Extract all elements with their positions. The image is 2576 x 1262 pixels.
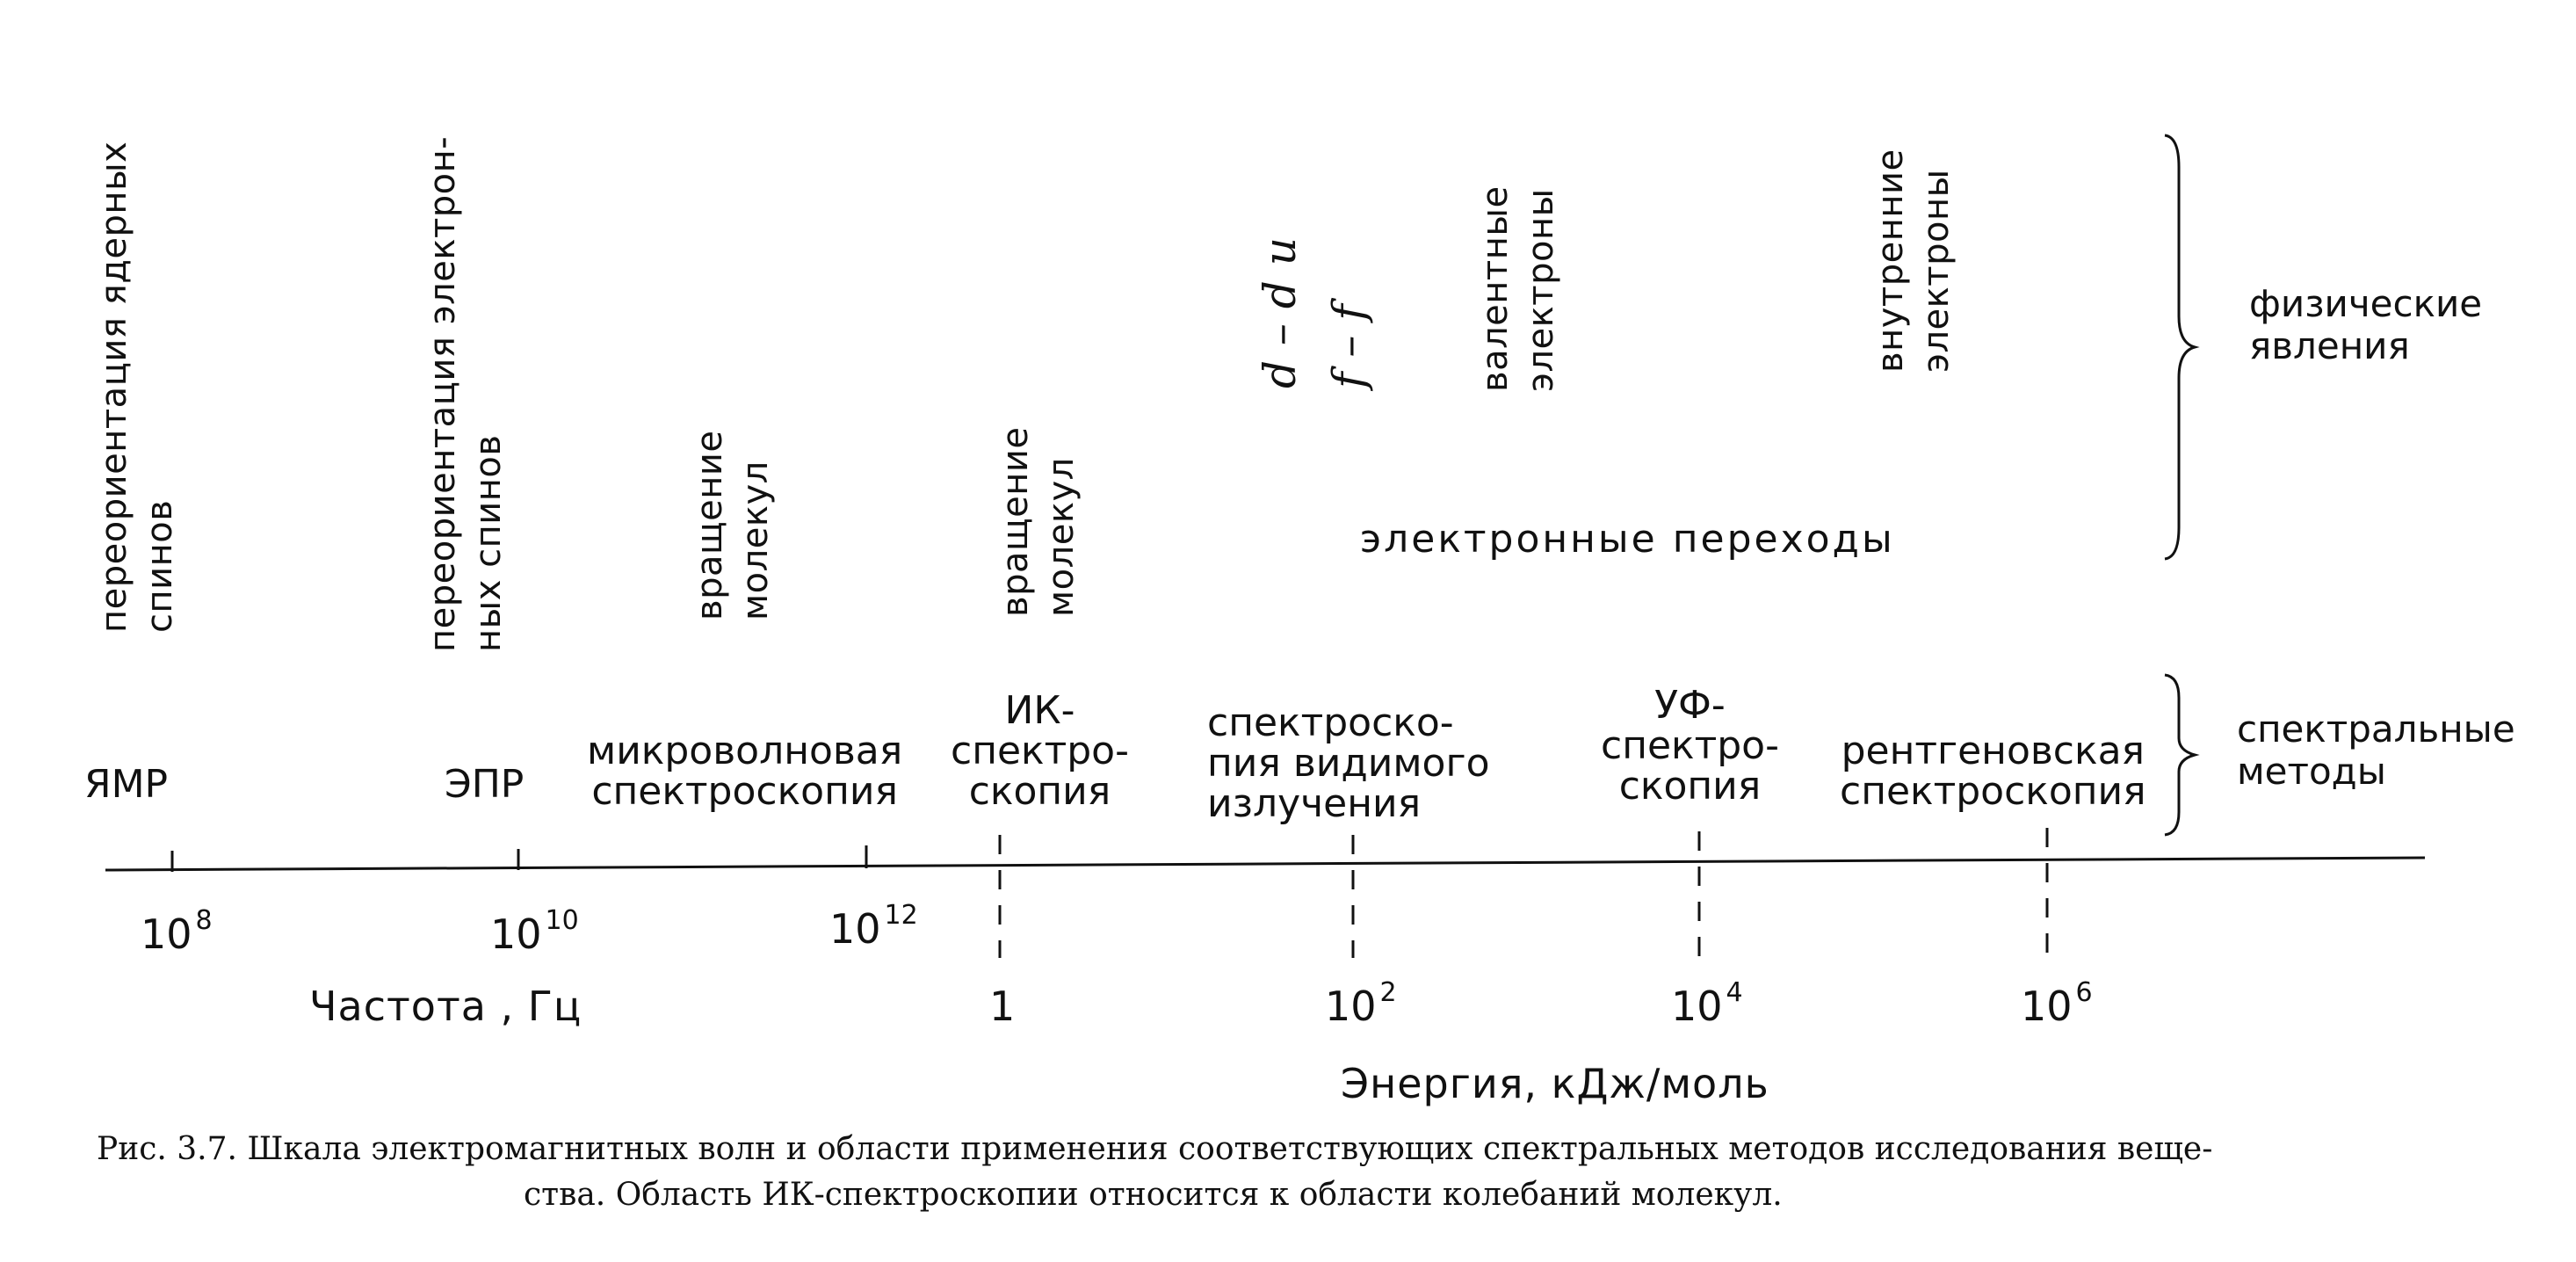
freq-label-1e10-exp: 10	[545, 905, 579, 936]
method-xray-line2: спектроскопия	[1840, 769, 2146, 814]
label-rotation-microwave-line2: молекул	[735, 461, 776, 620]
method-microwave-line1: микроволновая	[587, 729, 903, 773]
label-df-line1: d – d и	[1255, 236, 1306, 388]
label-spectral-methods-line2: методы	[2237, 750, 2386, 793]
freq-label-1e10-base: 10	[490, 910, 542, 958]
method-visible-line3: излучения	[1207, 781, 1422, 826]
label-spectral-methods-line1: спектральные	[2237, 707, 2515, 751]
label-df-line2: f – f	[1323, 303, 1374, 388]
freq-label-1e12-exp: 12	[884, 900, 918, 931]
frequency-axis-label: Частота , Гц	[309, 983, 582, 1030]
method-uv-line1: УФ-	[1654, 683, 1726, 728]
method-nmr: ЯМР	[84, 762, 169, 807]
label-physical-phenomena-line1: физические	[2249, 282, 2483, 325]
energy-label-1e6-exp: 6	[2075, 977, 2093, 1008]
energy-label-1	[989, 983, 1015, 1030]
method-microwave-line2: спектроскопия	[591, 769, 898, 814]
energy-label-1e6	[2021, 977, 2093, 1030]
label-nuclear-spin-line2: спинов	[140, 499, 180, 633]
method-ir-line2: спектро-	[951, 729, 1129, 773]
energy-axis-label: Энергия, кДж/моль	[1341, 1060, 1769, 1107]
method-ir-line1: ИК-	[1004, 688, 1075, 733]
freq-label-1e8-exp: 8	[195, 905, 213, 936]
energy-label-1e2-base: 10	[1325, 983, 1377, 1030]
label-rotation-ir-line2: молекул	[1041, 457, 1082, 617]
label-valence-line1: валентные	[1475, 185, 1516, 392]
freq-label-1e10	[490, 905, 579, 958]
figure-caption-line2: ства. Область ИК-спектроскопии относится к области колебаний молекул.	[524, 1177, 1783, 1213]
energy-label-1e2-exp: 2	[1379, 977, 1397, 1008]
axis-line	[105, 858, 2425, 870]
method-visible-line1: спектроско-	[1207, 700, 1454, 745]
label-nuclear-spin-line1: переориентация ядерных	[94, 141, 134, 633]
freq-label-1e8	[141, 905, 213, 958]
freq-label-1e12-base: 10	[829, 905, 881, 953]
method-visible-line2: пия видимого	[1207, 741, 1490, 786]
method-xray-line1: рентгеновская	[1841, 729, 2145, 773]
label-valence-line2: электроны	[1521, 188, 1561, 392]
label-rotation-ir-line1: вращение	[995, 426, 1036, 617]
energy-label-1e4	[1671, 977, 1743, 1030]
freq-label-1e8-base: 10	[141, 910, 192, 958]
method-uv-line2: спектро-	[1601, 723, 1779, 768]
energy-label-1e4-base: 10	[1671, 983, 1723, 1030]
figure-caption-line1: Рис. 3.7. Шкала электромагнитных волн и области применения соответствующих спектральных методов исследования веще-	[97, 1131, 2213, 1167]
label-inner-line2: электроны	[1916, 169, 1957, 373]
energy-label-1-base: 1	[989, 983, 1016, 1030]
label-electron-spin-line2: ных спинов	[468, 434, 509, 652]
label-inner-line1: внутренние	[1870, 149, 1911, 373]
freq-label-1e12	[829, 900, 918, 953]
energy-label-1e2	[1325, 977, 1397, 1030]
method-epr: ЭПР	[445, 762, 525, 807]
method-uv-line3: скопия	[1618, 764, 1762, 809]
method-ir-line3: скопия	[968, 769, 1111, 814]
label-physical-phenomena-line2: явления	[2249, 324, 2410, 367]
label-electronic-transitions: электронные переходы	[1360, 517, 1895, 562]
energy-label-1e4-exp: 4	[1726, 977, 1743, 1008]
label-electron-spin-line1: переориентация электрон-	[423, 135, 463, 652]
label-rotation-microwave-line1: вращение	[690, 430, 730, 620]
energy-label-1e6-base: 10	[2021, 983, 2073, 1030]
